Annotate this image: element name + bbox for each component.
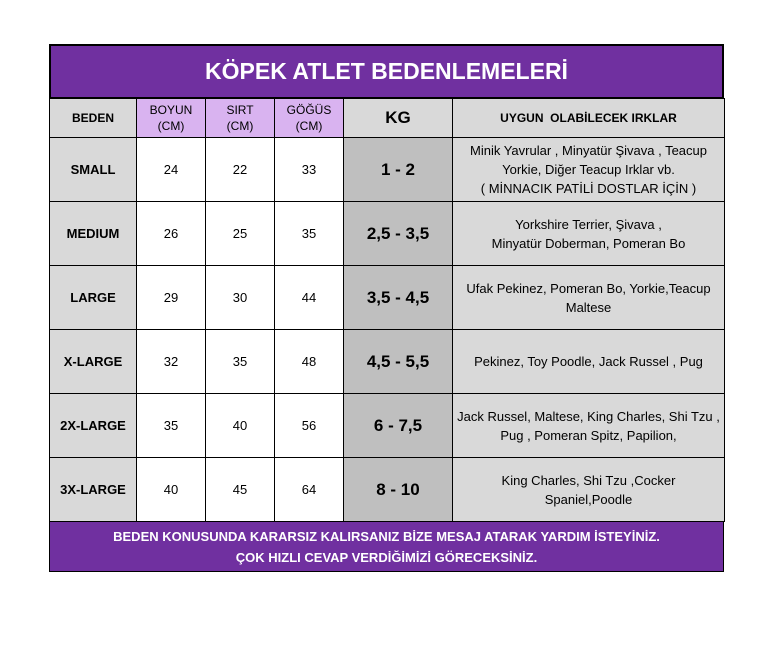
breed-line: Pug , Pomeran Spitz, Papilion, bbox=[500, 427, 677, 443]
gogus-value: 35 bbox=[275, 202, 344, 266]
breed-line: Ufak Pekinez, Pomeran Bo, Yorkie,Teacup bbox=[466, 280, 711, 296]
header-beden: BEDEN bbox=[50, 99, 137, 138]
boyun-value: 24 bbox=[137, 138, 206, 202]
header-kg: KG bbox=[344, 99, 453, 138]
size-label: SMALL bbox=[50, 138, 137, 202]
header-gogus-label: GÖĞÜS bbox=[286, 103, 332, 117]
header-sirt-unit: (CM) bbox=[226, 119, 254, 133]
sirt-value: 22 bbox=[206, 138, 275, 202]
chart-title: KÖPEK ATLET BEDENLEMELERİ bbox=[49, 44, 724, 98]
gogus-value: 33 bbox=[275, 138, 344, 202]
breeds-cell bbox=[453, 138, 725, 202]
size-label: LARGE bbox=[50, 266, 137, 330]
breed-line: Yorkie, Diğer Teacup Irklar vb. bbox=[502, 162, 675, 177]
footer-note bbox=[49, 522, 724, 572]
boyun-value: 40 bbox=[137, 458, 206, 522]
breed-line: Minyatür Doberman, Pomeran Bo bbox=[491, 235, 686, 251]
header-sirt bbox=[206, 99, 275, 138]
size-label: X-LARGE bbox=[50, 330, 137, 394]
footer-line: ÇOK HIZLI CEVAP VERDİĞİMİZİ GÖRECEKSİNİZ. bbox=[235, 549, 538, 565]
kg-value: 2,5 - 3,5 bbox=[344, 202, 453, 266]
gogus-value: 56 bbox=[275, 394, 344, 458]
breeds-cell bbox=[453, 266, 725, 330]
header-boyun-label: BOYUN bbox=[149, 103, 193, 117]
table-row bbox=[50, 202, 725, 266]
gogus-value: 48 bbox=[275, 330, 344, 394]
boyun-value: 29 bbox=[137, 266, 206, 330]
sirt-value: 45 bbox=[206, 458, 275, 522]
breeds-cell bbox=[453, 330, 725, 394]
kg-value: 1 - 2 bbox=[344, 138, 453, 202]
sirt-value: 40 bbox=[206, 394, 275, 458]
sirt-value: 25 bbox=[206, 202, 275, 266]
header-boyun-unit: (CM) bbox=[157, 119, 185, 133]
table-row bbox=[50, 138, 725, 202]
breeds-cell bbox=[453, 202, 725, 266]
sirt-value: 35 bbox=[206, 330, 275, 394]
breed-line: King Charles, Shi Tzu ,Cocker Spaniel,Poodle bbox=[501, 472, 676, 507]
breeds-cell bbox=[453, 394, 725, 458]
size-label: MEDIUM bbox=[50, 202, 137, 266]
size-chart bbox=[49, 44, 724, 572]
gogus-value: 44 bbox=[275, 266, 344, 330]
breed-line: Maltese bbox=[565, 299, 612, 315]
boyun-value: 32 bbox=[137, 330, 206, 394]
breeds-cell bbox=[453, 458, 725, 522]
breed-line: Jack Russel, Maltese, King Charles, Shi Tzu , bbox=[457, 408, 720, 424]
header-sirt-label: SIRT bbox=[226, 103, 254, 117]
boyun-value: 35 bbox=[137, 394, 206, 458]
breed-line: Yorkshire Terrier, Şivava , bbox=[515, 216, 662, 232]
header-irklar: UYGUN OLABİLECEK IRKLAR bbox=[453, 99, 725, 138]
breed-line: Minik Yavrular , Minyatür Şivava , Teacup bbox=[470, 143, 707, 158]
sirt-value: 30 bbox=[206, 266, 275, 330]
gogus-value: 64 bbox=[275, 458, 344, 522]
kg-value: 4,5 - 5,5 bbox=[344, 330, 453, 394]
table-row bbox=[50, 458, 725, 522]
size-label: 3X-LARGE bbox=[50, 458, 137, 522]
footer-line: BEDEN KONUSUNDA KARARSIZ KALIRSANIZ BİZE MESAJ ATARAK YARDIM İSTEYİNİZ. bbox=[113, 528, 660, 544]
kg-value: 6 - 7,5 bbox=[344, 394, 453, 458]
kg-value: 8 - 10 bbox=[344, 458, 453, 522]
header-gogus bbox=[275, 99, 344, 138]
header-row bbox=[50, 99, 725, 138]
table-row bbox=[50, 394, 725, 458]
kg-value: 3,5 - 4,5 bbox=[344, 266, 453, 330]
size-table bbox=[49, 98, 725, 522]
size-label: 2X-LARGE bbox=[50, 394, 137, 458]
breed-line: ( MİNNACIK PATİLİ DOSTLAR İÇİN ) bbox=[480, 181, 697, 196]
header-boyun bbox=[137, 99, 206, 138]
table-row bbox=[50, 266, 725, 330]
boyun-value: 26 bbox=[137, 202, 206, 266]
header-gogus-unit: (CM) bbox=[295, 119, 323, 133]
breed-line: Pekinez, Toy Poodle, Jack Russel , Pug bbox=[474, 354, 703, 369]
table-row bbox=[50, 330, 725, 394]
